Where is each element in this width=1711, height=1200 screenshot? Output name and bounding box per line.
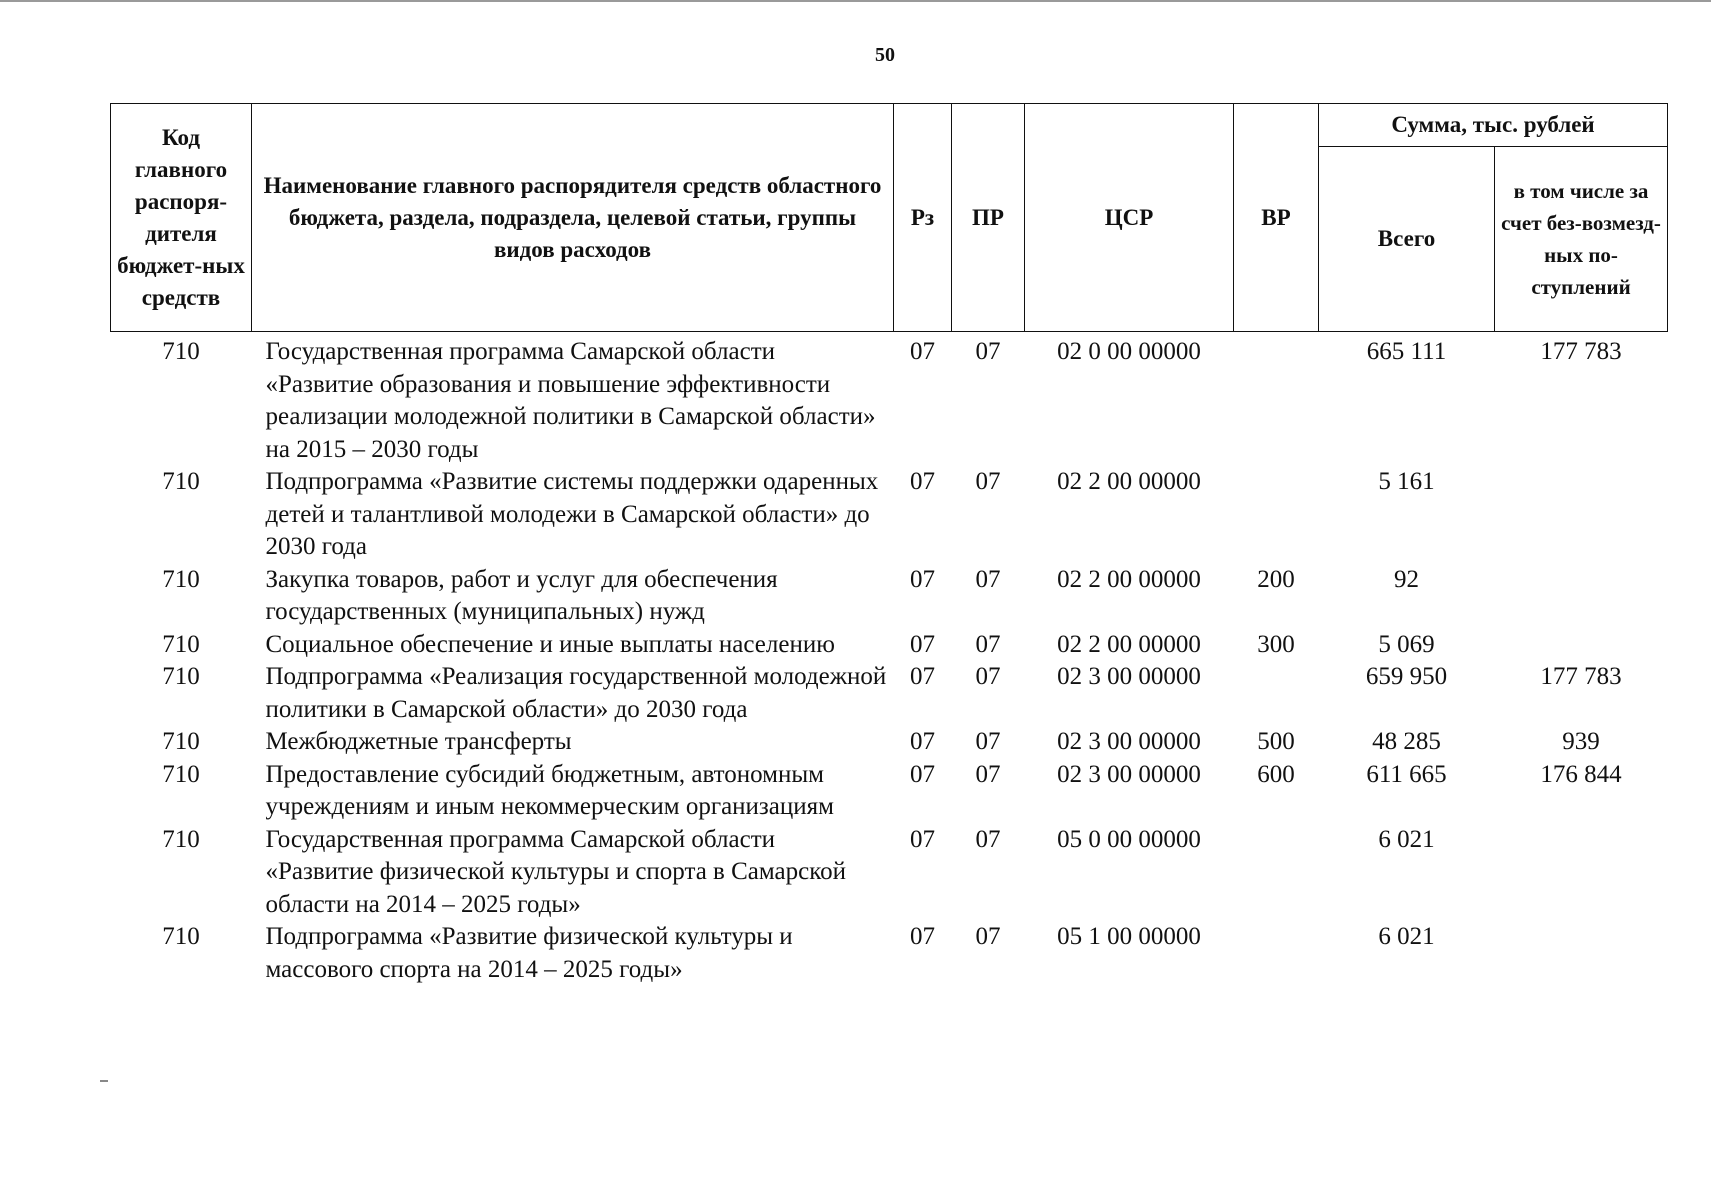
cell-rz: 07 xyxy=(910,468,935,495)
cell-total: 5 161 xyxy=(1378,468,1435,495)
cell-free: 176 844 xyxy=(1540,760,1622,788)
cell-csr: 05 0 00 00000 xyxy=(1057,825,1201,853)
cell-vr xyxy=(1234,921,1319,986)
header-csr: ЦСР xyxy=(1025,104,1234,332)
table-header xyxy=(111,104,1668,332)
header-vr: ВР xyxy=(1234,104,1319,332)
header-code: Код главного распоря-дителя бюджет-ных средств xyxy=(111,104,252,332)
cell-total: 659 950 xyxy=(1365,663,1448,690)
header-pr: ПР xyxy=(952,104,1025,332)
table-row xyxy=(111,466,1668,564)
cell-vr xyxy=(1234,332,1319,467)
cell-free xyxy=(1495,564,1668,629)
cell-code: 710 xyxy=(162,825,200,853)
cell-name: Межбюджетные трансферты xyxy=(265,728,572,755)
cell-csr: 02 3 00 00000 xyxy=(1057,760,1201,788)
cell-free xyxy=(1495,921,1668,986)
table-row xyxy=(111,564,1668,629)
cell-csr: 02 3 00 00000 xyxy=(1057,663,1201,690)
cell-csr: 02 2 00 00000 xyxy=(1057,468,1201,495)
cell-rz: 07 xyxy=(910,760,935,788)
cell-rz: 07 xyxy=(910,663,935,690)
header-free: в том числе за счет без-возмезд-ных по-ступлений xyxy=(1495,147,1668,332)
header-name: Наименование главного распорядителя средств областного бюджета, раздела, подраздела, целевой статьи, группы видов расходов xyxy=(252,104,894,332)
header-rz: Рз xyxy=(894,104,952,332)
cell-vr xyxy=(1234,661,1319,726)
cell-free xyxy=(1495,629,1668,662)
cell-pr: 07 xyxy=(975,630,1001,658)
cell-vr xyxy=(1234,824,1319,922)
cell-pr: 07 xyxy=(975,468,1001,495)
cell-pr: 07 xyxy=(975,338,1001,365)
scan-mark xyxy=(100,1080,108,1082)
cell-code: 710 xyxy=(162,468,200,495)
cell-name: Подпрограмма «Реализация государственной молодежной политики в Самарской области» до 2030 года xyxy=(265,663,887,723)
cell-total: 5 069 xyxy=(1378,630,1435,658)
cell-free xyxy=(1495,466,1668,564)
cell-pr: 07 xyxy=(975,728,1001,755)
budget-table xyxy=(110,103,1668,986)
cell-rz: 07 xyxy=(910,630,935,658)
cell-code: 710 xyxy=(162,728,200,755)
table-row xyxy=(111,759,1668,824)
cell-code: 710 xyxy=(162,565,200,593)
cell-csr: 02 0 00 00000 xyxy=(1057,338,1201,365)
cell-total: 6 021 xyxy=(1378,923,1435,950)
cell-pr: 07 xyxy=(975,663,1001,690)
cell-pr: 07 xyxy=(975,760,1001,788)
top-border-line xyxy=(0,0,1711,2)
cell-free: 939 xyxy=(1562,728,1600,755)
cell-csr: 02 2 00 00000 xyxy=(1057,630,1201,658)
table-row xyxy=(111,921,1668,986)
cell-vr: 600 xyxy=(1257,760,1295,788)
page-number: 50 xyxy=(875,44,895,66)
cell-vr xyxy=(1234,466,1319,564)
cell-name: Предоставление субсидий бюджетным, автономным учреждениям и иным некоммерческим организациям xyxy=(265,760,834,820)
cell-csr: 05 1 00 00000 xyxy=(1057,923,1201,950)
cell-rz: 07 xyxy=(910,565,935,593)
cell-code: 710 xyxy=(162,338,200,365)
cell-total: 6 021 xyxy=(1378,825,1435,853)
cell-vr: 500 xyxy=(1257,728,1295,755)
cell-name: Государственная программа Самарской области «Развитие физической культуры и спорта в Самарской области на 2014 – 2025 годы» xyxy=(265,825,846,918)
cell-code: 710 xyxy=(162,630,200,658)
cell-name: Подпрограмма «Развитие физической культуры и массового спорта на 2014 – 2025 годы» xyxy=(265,923,793,983)
cell-total: 48 285 xyxy=(1372,728,1441,755)
cell-name: Закупка товаров, работ и услуг для обеспечения государственных (муниципальных) нужд xyxy=(265,565,778,625)
budget-table-container xyxy=(110,103,1667,986)
table-row xyxy=(111,824,1668,922)
cell-name: Государственная программа Самарской области «Развитие образования и повышение эффективности реализации молодежной политики в Самарской области» на 2015 – 2030 годы xyxy=(265,338,876,463)
cell-rz: 07 xyxy=(910,923,935,950)
cell-pr: 07 xyxy=(975,565,1001,593)
cell-total: 92 xyxy=(1394,565,1419,593)
cell-total: 665 111 xyxy=(1366,338,1447,365)
table-row xyxy=(111,661,1668,726)
cell-code: 710 xyxy=(162,663,200,690)
cell-pr: 07 xyxy=(975,923,1001,950)
table-row xyxy=(111,726,1668,759)
cell-code: 710 xyxy=(162,923,200,950)
cell-free xyxy=(1495,824,1668,922)
cell-vr: 200 xyxy=(1257,565,1295,593)
cell-name: Социальное обеспечение и иные выплаты населению xyxy=(265,630,835,658)
cell-vr: 300 xyxy=(1257,630,1295,658)
cell-csr: 02 2 00 00000 xyxy=(1057,565,1201,593)
cell-free: 177 783 xyxy=(1540,663,1622,690)
cell-rz: 07 xyxy=(910,338,935,365)
cell-rz: 07 xyxy=(910,825,935,853)
cell-csr: 02 3 00 00000 xyxy=(1057,728,1201,755)
cell-name: Подпрограмма «Развитие системы поддержки одаренных детей и талантливой молодежи в Самарской области» до 2030 года xyxy=(265,468,879,560)
table-row xyxy=(111,332,1668,467)
table-body xyxy=(111,332,1668,987)
cell-pr: 07 xyxy=(975,825,1001,853)
cell-free: 177 783 xyxy=(1540,338,1622,365)
header-sum: Сумма, тыс. рублей xyxy=(1319,104,1668,147)
table-row xyxy=(111,629,1668,662)
cell-code: 710 xyxy=(162,760,200,788)
cell-rz: 07 xyxy=(910,728,935,755)
cell-total: 611 665 xyxy=(1366,760,1447,788)
header-total: Всего xyxy=(1319,147,1495,332)
